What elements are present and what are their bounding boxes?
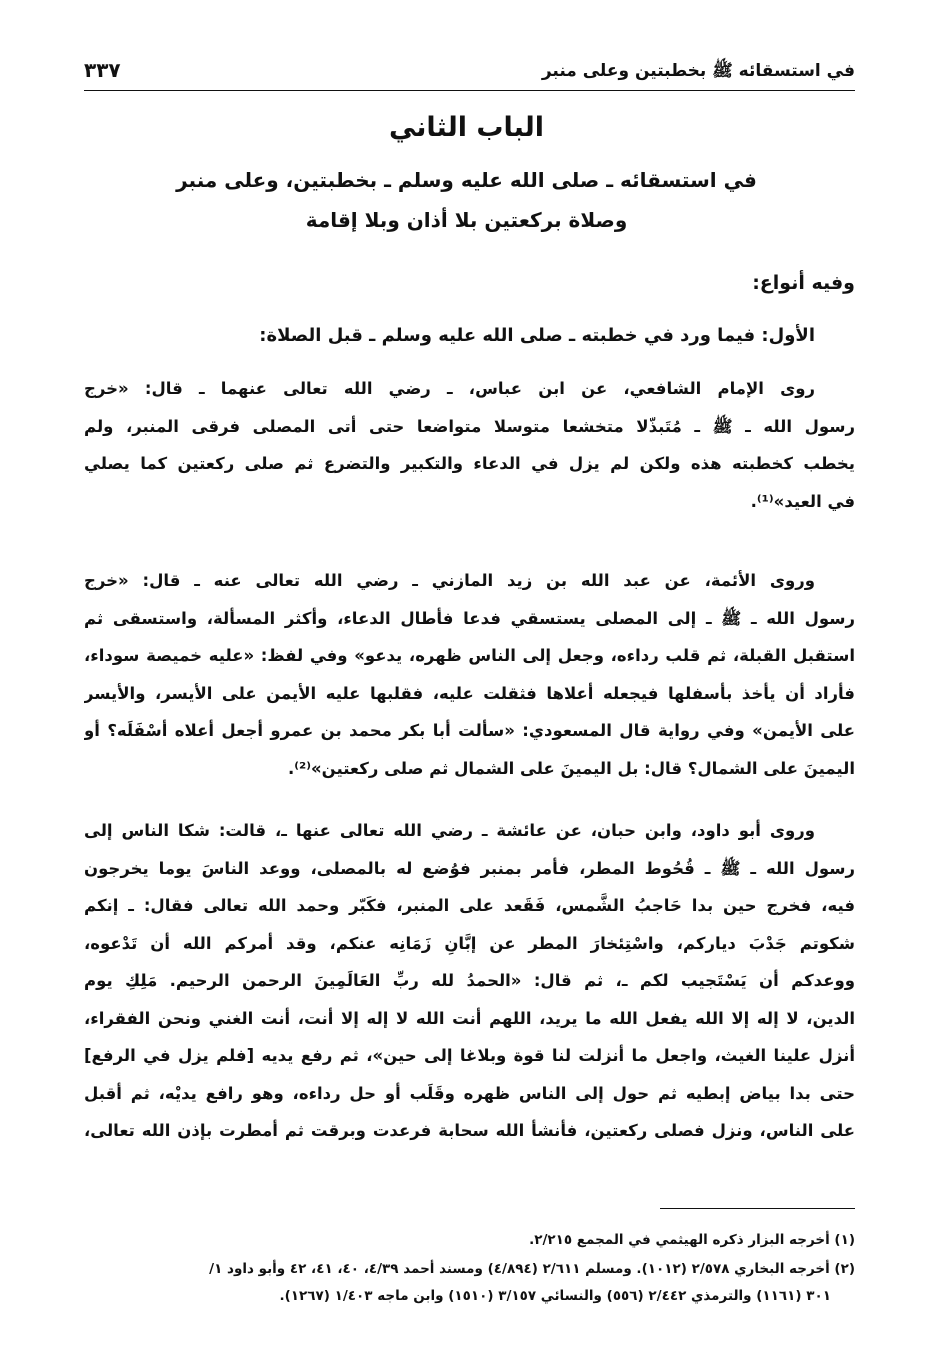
text-line: حتى بدا بياض إبطيه ثم حول إلى الناس ظهره وقَلَب أو حل رداءه، وهو رافع يديْه، ثم أقبل (84, 1083, 855, 1103)
text-line: في العيد»⁽¹⁾. (750, 491, 855, 511)
footnote-2 (84, 1256, 855, 1310)
text-line: روى الإمام الشافعي، عن ابن عباس، ـ رضي الله تعالى عنهما ـ قال: «خرج (84, 379, 815, 398)
text-line: رسول الله ـ ﷺ ـ قُحُوط المطر، فأمر بمنبر فوُضع له بالمصلى، ووعد الناسَ يوما يخرجون (84, 858, 855, 878)
text-line: اليمينَ على الشمال؟ قال: بل اليمينَ على الشمال ثم صلى ركعتين»⁽²⁾. (287, 758, 855, 778)
chapter-title: الباب الثاني (388, 112, 545, 143)
text-line: شكوتم جَدْبَ دياركم، واسْتِئخارَ المطر عن إبَّانِ زَمَانِه عنكم، وقد أمركم الله أن تَدْعوه، (84, 933, 855, 953)
chapter-subtitle-line-2: وصلاة بركعتين بلا أذان وبلا إقامة (305, 208, 628, 232)
paragraph-2 (84, 562, 855, 787)
footnote-line: (١) أخرجه البزار ذكره الهيثمي في المجمع ٢/٢١٥. (529, 1232, 855, 1248)
text-line: على الأيمن» وفي رواية قال المسعودي: «سألت أبا بكر محمد بن عمرو أجعل أعلاه أسْفَلَه؟ أو (84, 721, 855, 740)
page-number: ٣٣٧ (84, 58, 121, 82)
text-line: وروى الأئمة، عن عبد الله بن زيد المازني ـ رضي الله تعالى عنه ـ قال: «خرج (84, 571, 815, 590)
footnote-line: ٣٠١ (١١٦١) والترمذي ٢/٤٤٢ (٥٥٦) والنسائي ٣/١٥٧ (١٥١٠) وابن ماجه ١/٤٠٣ (١٢٦٧). (279, 1288, 831, 1304)
footnote-1 (84, 1227, 855, 1254)
running-head-title: في استسقائه ﷺ بخطبتين وعلى منبر (541, 61, 855, 81)
running-header (84, 58, 855, 91)
text-line: أنزل علينا الغيث، واجعل ما أنزلت لنا قوة وبلاغا إلى حين»، ثم رفع يديه [فلم يزل في الرفع] (84, 1046, 855, 1065)
footnote-separator (660, 1208, 855, 1209)
text-line: ووعدكم أن يَسْتَجيب لكم ـ، ثم قال: «الحمدُ لله ربِّ العَالَمِينَ الرحمن الرحيم. مَلِكِ يوم (84, 971, 855, 990)
text-line: رسول الله ـ ﷺ ـ إلى المصلى يستسقي فدعا فأطال الدعاء، وأكثر المسألة، واستسقى ثم (84, 608, 855, 628)
text-line: على الناس، ونزل فصلى ركعتين، فأنشأ الله سحابة فرعدت وبرقت ثم أمطرت بإذن الله تعالى، (84, 1121, 855, 1140)
chapter-subtitle-line-1: في استسقائه ـ صلى الله عليه وسلم ـ بخطبتين، وعلى منبر (176, 168, 757, 192)
text-line: الدين، لا إله إلا الله يفعل الله ما يريد، اللهم أنت الله لا إله إلا أنت، أنت الغني ونحن الفقراء، (84, 1008, 855, 1028)
text-line: استقبل القبلة، ثم قلب رداءه، وجعل إلى الناس ظهره، يدعو» وفي لفظ: «عليه خميصة سوداء، (84, 646, 855, 665)
types-heading: وفيه أنواع: (752, 272, 855, 294)
text-line: فيه، فخرج حين بدا حَاجبُ الشَّمس، فَقَعد على المنبر، فكَبّر وحمد الله تعالى فقال: ـ إنكم (84, 896, 855, 915)
paragraph-3 (84, 812, 855, 1150)
text-line: وروى أبو داود، وابن حبان، عن عائشة ـ رضي الله تعالى عنها ـ، قالت: شكا الناس إلى (84, 821, 815, 840)
footnote-line: (٢) أخرجه البخاري ٢/٥٧٨ (١٠١٢). ومسلم ٢/٦١١ (٤/٨٩٤) ومسند أحمد ٤/٣٩، ٤٠، ٤١، ٤٢ وأبو داود ١/ (209, 1261, 855, 1277)
text-line: رسول الله ـ ﷺ ـ مُتَبذّلا متخشعا متوسلا متواضعا حتى أتى المصلى فرقى المنبر، ولم (84, 416, 855, 436)
text-line: يخطب كخطبته هذه ولكن لم يزل في الدعاء والتكبير والتضرع ثم صلى ركعتين كما يصلي (84, 454, 855, 473)
first-type-heading: الأول: فيما ورد في خطبته ـ صلى الله عليه وسلم ـ قبل الصلاة: (259, 325, 815, 346)
paragraph-1 (84, 370, 855, 520)
text-line: فأراد أن يأخذ بأسفلها فيجعله أعلاها فثقلت عليه، فقلبها عليه الأيمن على الأيسر، والأيسر (84, 683, 855, 703)
